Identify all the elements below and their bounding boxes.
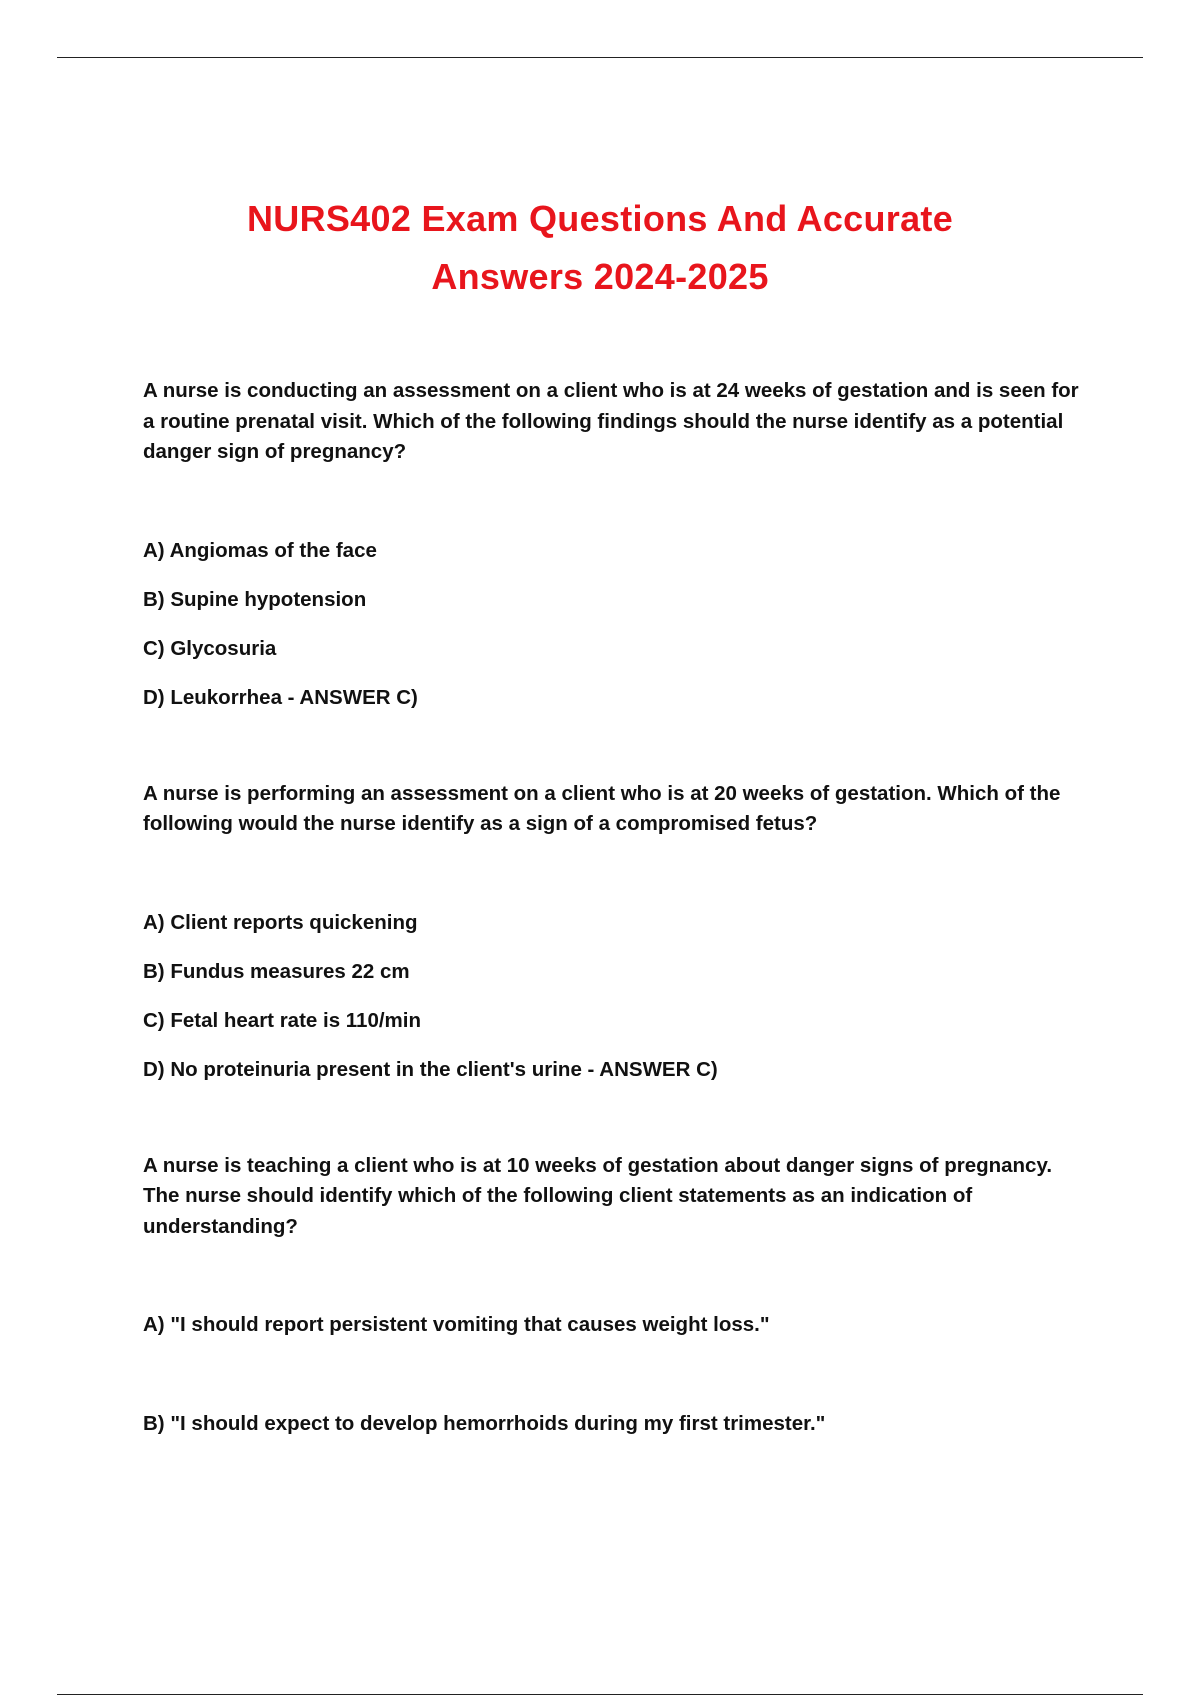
title-line-2: Answers 2024-2025 bbox=[431, 256, 769, 297]
option-d: D) No proteinuria present in the client's urine - ANSWER C) bbox=[143, 1057, 718, 1081]
answer-options bbox=[143, 908, 1093, 1085]
header-rule bbox=[57, 57, 1143, 58]
option-a: A) Client reports quickening bbox=[143, 910, 418, 934]
question-list bbox=[143, 376, 1093, 1439]
question-block-2 bbox=[143, 779, 1093, 1085]
option-b: B) "I should expect to develop hemorrhoids during my first trimester." bbox=[143, 1412, 826, 1435]
question-block-3 bbox=[143, 1151, 1093, 1440]
option-a: A) "I should report persistent vomiting that causes weight loss." bbox=[143, 1313, 770, 1336]
question-text: A nurse is teaching a client who is at 10 weeks of gestation about danger signs of pregnancy. The nurse should identify which of the following client statements as an indication of understanding? bbox=[143, 1153, 1053, 1238]
option-b: B) Supine hypotension bbox=[143, 587, 367, 611]
option-a: A) Angiomas of the face bbox=[143, 538, 377, 562]
question-text: A nurse is performing an assessment on a client who is at 20 weeks of gestation. Which of the following would the nurse identify as a sign of a compromised fetus? bbox=[143, 781, 1061, 835]
question-block-1 bbox=[143, 376, 1093, 713]
option-c: C) Glycosuria bbox=[143, 636, 277, 660]
option-b: B) Fundus measures 22 cm bbox=[143, 959, 410, 983]
option-d: D) Leukorrhea - ANSWER C) bbox=[143, 685, 418, 709]
footer-rule bbox=[57, 1694, 1143, 1695]
answer-options bbox=[143, 536, 1093, 713]
title-line-1: NURS402 Exam Questions And Accurate bbox=[246, 198, 954, 239]
answer-options bbox=[143, 1310, 1093, 1439]
question-text: A nurse is conducting an assessment on a client who is at 24 weeks of gestation and is seen for a routine prenatal visit. Which of the following findings should the nurse identify as a potential danger sign of pregnancy? bbox=[143, 379, 1079, 463]
document-title bbox=[100, 190, 1100, 306]
option-c: C) Fetal heart rate is 110/min bbox=[143, 1008, 422, 1032]
